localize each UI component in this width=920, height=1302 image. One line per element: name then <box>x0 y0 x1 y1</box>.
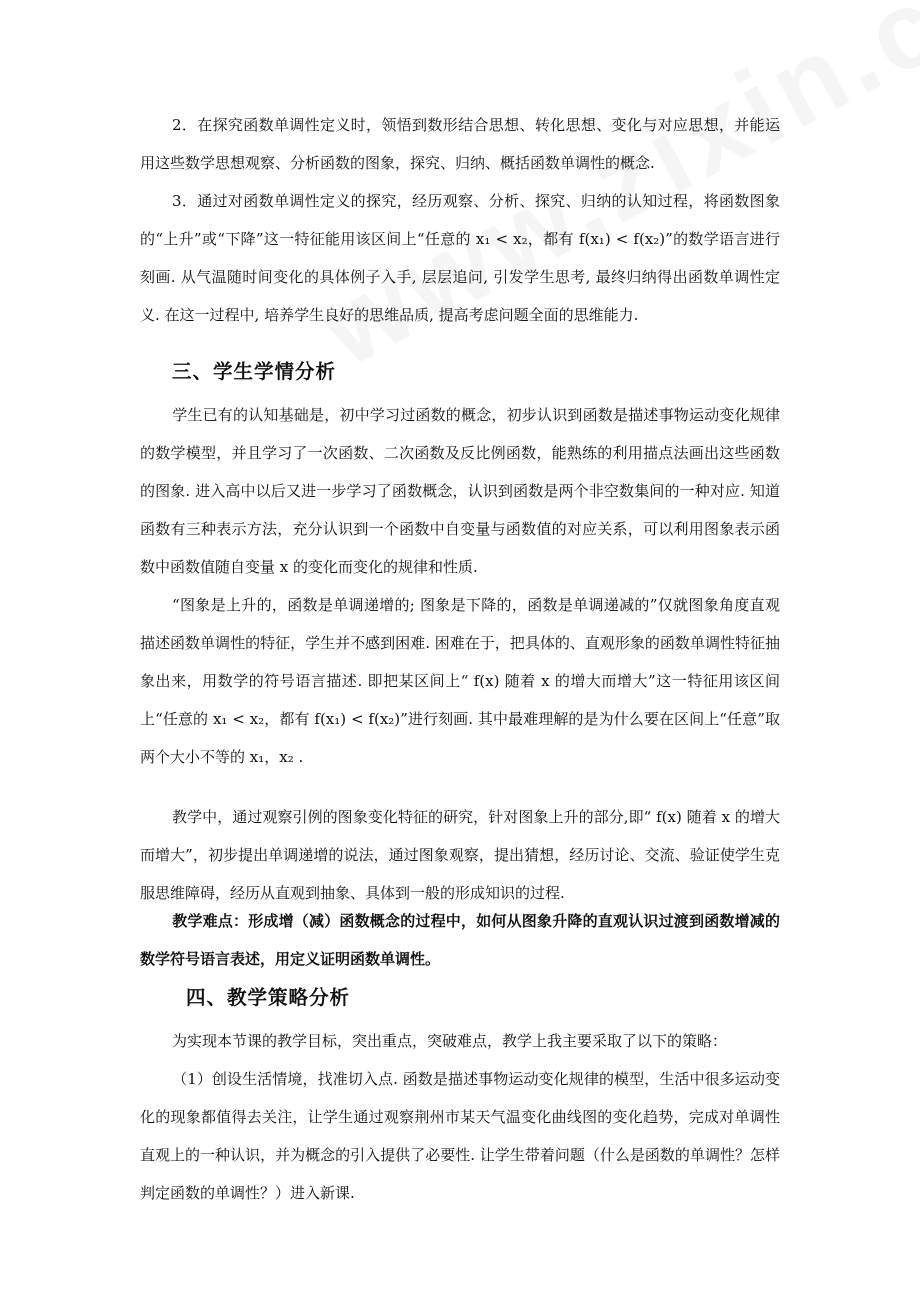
paragraph-strategy-intro-text: 为实现本节课的教学目标，突出重点，突破难点，教学上我主要采取了以下的策略： <box>172 1032 728 1050</box>
paragraph-teaching-difficulty-text: 教学难点：形成增（减）函数概念的过程中，如何从图象升降的直观认识过渡到函数增减的数学符号语言表述，用定义证明函数单调性。 <box>140 912 780 968</box>
paragraph-student-difficulty-text: “图象是上升的，函数是单调递增的; 图象是下降的，函数是单调递减的”仅就图象角度直观描述函数单调性的特征，学生并不感到困难. 困难在于，把具体的、直观形象的函数单调性特征抽象出来，用数学的符号语言描述. 即把某区间上“ f(x) 随着 x 的增大而增大”这一特征用该区间上“任意的 x₁ < x₂，都有 f(x₁) < f(x₂)”进行刻画. 其中最难理解的是为什么要在区间上“任意”取两个大小不等的 x₁，x₂ . <box>140 596 780 766</box>
paragraph-teaching-process-text: 教学中，通过观察引例的图象变化特征的研究，针对图象上升的部分,即“ f(x) 随着 x 的增大而增大”，初步提出单调递增的说法，通过图象观察，提出猜想，经历讨论、交流、验证使学生克服思维障碍，经历从直观到抽象、具体到一般的形成知识的过程. <box>140 808 780 902</box>
paragraph-student-basis-text: 学生已有的认知基础是，初中学习过函数的概念，初步认识到函数是描述事物运动变化规律的数学模型，并且学习了一次函数、二次函数及反比例函数，能熟练的利用描点法画出这些函数的图象. 进入高中以后又进一步学习了函数概念，认识到函数是两个非空数集间的一种对应. 知道函数有三种表示方法，充分认识到一个函数中自变量与函数值的对应关系，可以利用图象表示函数中函数值随自变量 x 的变化而变化的规律和性质. <box>140 406 780 576</box>
paragraph-objective-3 <box>140 182 780 334</box>
paragraph-strategy-1 <box>140 1060 780 1212</box>
paragraph-strategy-intro <box>140 1022 780 1060</box>
paragraph-student-basis <box>140 396 780 586</box>
paragraph-strategy-1-text: （1）创设生活情境，找准切入点. 函数是描述事物运动变化规律的模型，生活中很多运动变化的现象都值得去关注，让学生通过观察荆州市某天气温变化曲线图的变化趋势，完成对单调性直观上的一种认识，并为概念的引入提供了必要性. 让学生带着问题（什么是函数的单调性？怎样判定函数的单调性？）进入新课. <box>140 1070 780 1202</box>
paragraph-teaching-difficulty <box>140 902 780 978</box>
section-heading-strategy-analysis: 四、教学策略分析 <box>186 986 351 1009</box>
paragraph-objective-2-text: 2．在探究函数单调性定义时，领悟到数形结合思想、转化思想、变化与对应思想，并能运用这些数学思想观察、分析函数的图象，探究、归纳、概括函数单调性的概念. <box>140 116 780 172</box>
paragraph-objective-2 <box>140 106 780 182</box>
paragraph-student-difficulty <box>140 586 780 776</box>
paragraph-objective-3-text: 3．通过对函数单调性定义的探究，经历观察、分析、探究、归纳的认知过程，将函数图象的“上升”或“下降”这一特征能用该区间上“任意的 x₁ < x₂，都有 f(x₁) < f(x₂)”的数学语言进行刻画. 从气温随时间变化的具体例子入手, 层层追问, 引发学生思考, 最终归纳得出函数单调性定义. 在这一过程中, 培养学生良好的思维品质, 提高考虑问题全面的思维能力. <box>140 192 780 324</box>
paragraph-teaching-process <box>140 798 780 912</box>
section-heading-student-analysis: 三、学生学情分析 <box>172 360 337 383</box>
